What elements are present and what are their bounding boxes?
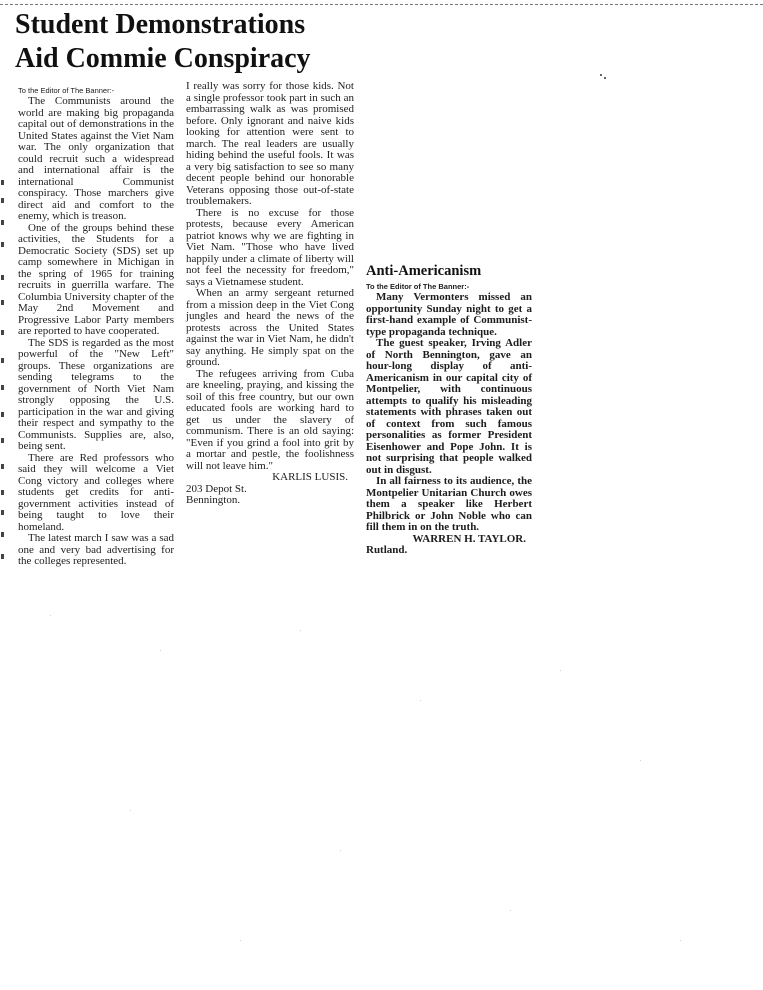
article-paragraph: When an army sergeant returned from a mission deep in the Viet Cong jungles and heard the news of the protests across the United States against the war in Viet Nam, he didn't say anything. He simply spat on the ground. (186, 287, 354, 368)
letter-paragraph: In all fairness to its audience, the Montpelier Unitarian Church owes them a speaker like Herbert Philbrick or John Noble who can fill them in on the truth. (366, 475, 532, 533)
article-salutation: To the Editor of The Banner:- (18, 86, 115, 95)
letter-paragraph: Many Vermonters missed an opportunity Sunday night to get a first-hand example of Communist-type propaganda technique. (366, 291, 532, 338)
letter-paragraph: The guest speaker, Irving Adler of North Bennington, gave an hour-long display of anti-Americanism in our capital city of Montpelier, with continuous attempts to qualify his misleading statements with phrases taken out of context from such famous personalities as former President Eisenhower and Pope John. It is not surprising that people walked out in disgust. (366, 337, 532, 476)
article-paragraph: I really was sorry for those kids. Not a single professor took part in such an embarrassing walk as was promised before. Only ignorant and naive kids looking for attention were sent to march. The real leaders are usually hiding behind the useful fools. It was a very big satisfaction to see so many decent people behind our honorable Veterans opposing those out-of-state troublemakers. (186, 80, 354, 207)
scan-noise (40, 610, 700, 970)
scan-speck (600, 74, 602, 76)
letter-address: Rutland. (366, 544, 408, 556)
article-paragraph: There are Red professors who said they will welcome a Viet Cong victory and colleges where students get credits for anti-government activities instead of being taught to love their homeland. (18, 451, 174, 533)
article-column-1 (18, 86, 174, 568)
article-paragraph: The refugees arriving from Cuba are kneeling, praying, and kissing the soil of this free country, but our own educated fools are working hard to get us under the slavery of communism. There is an old saying: "Even if you grind a fool into grit by a mortar and pestle, the foolishness will not leave him." (186, 367, 354, 472)
scan-speck (604, 77, 606, 79)
article-paragraph: The Communists around the world are making big propaganda capital out of demonstrations in the United States against the Viet Nam war. The only organization that could recruit such a widespread and international affair is the international Communist conspiracy. Those marchers give direct aid and comfort to the enemy, which is treason. (18, 95, 174, 222)
letter-salutation: To the Editor of The Banner:- (366, 282, 470, 291)
article-paragraph: There is no excuse for those protests, because every American patriot knows why we are fighting in Viet Nam. "Those who have lived happily under a climate of liberty will not feel the necessity for freedom," says a Vietnamese student. (186, 206, 354, 288)
article-paragraph: The SDS is regarded as the most powerful of the "New Left" groups. These organizations are sending telegrams to the government of North Viet Nam strongly opposing the U.S. participation in the war and giving their respect and sympathy to the Communists. Supplies are, also, being sent. (18, 336, 174, 452)
headline-line-1: Student Demonstrations (15, 9, 306, 40)
letter-headline: Anti-Americanism (366, 263, 482, 279)
article-paragraph: One of the groups behind these activities, the Students for a Democratic Society (SDS) set up camp somewhere in Michigan in the spring of 1965 for training recruits in guerrilla warfare. The Columbia University chapter of the May 2nd Movement and Progressive Labor Party members are reported to have cooperated. (18, 221, 174, 337)
article-headline (15, 8, 311, 76)
article-column-2 (186, 81, 354, 507)
left-margin-marks (0, 180, 8, 570)
article-paragraph: The latest march I saw was a sad one and very bad advertising for the colleges represented. (18, 532, 174, 567)
article-address-line-2: Bennington. (186, 494, 241, 506)
article-address-line-1: 203 Depot St. (186, 482, 247, 495)
article-signature: KARLIS LUSIS. (272, 471, 348, 483)
clipping-top-edge (0, 4, 763, 5)
letter-signature: WARREN H. TAYLOR. (412, 532, 526, 545)
headline-line-2: Aid Commie Conspiracy (15, 43, 311, 74)
letter-column (366, 282, 532, 557)
